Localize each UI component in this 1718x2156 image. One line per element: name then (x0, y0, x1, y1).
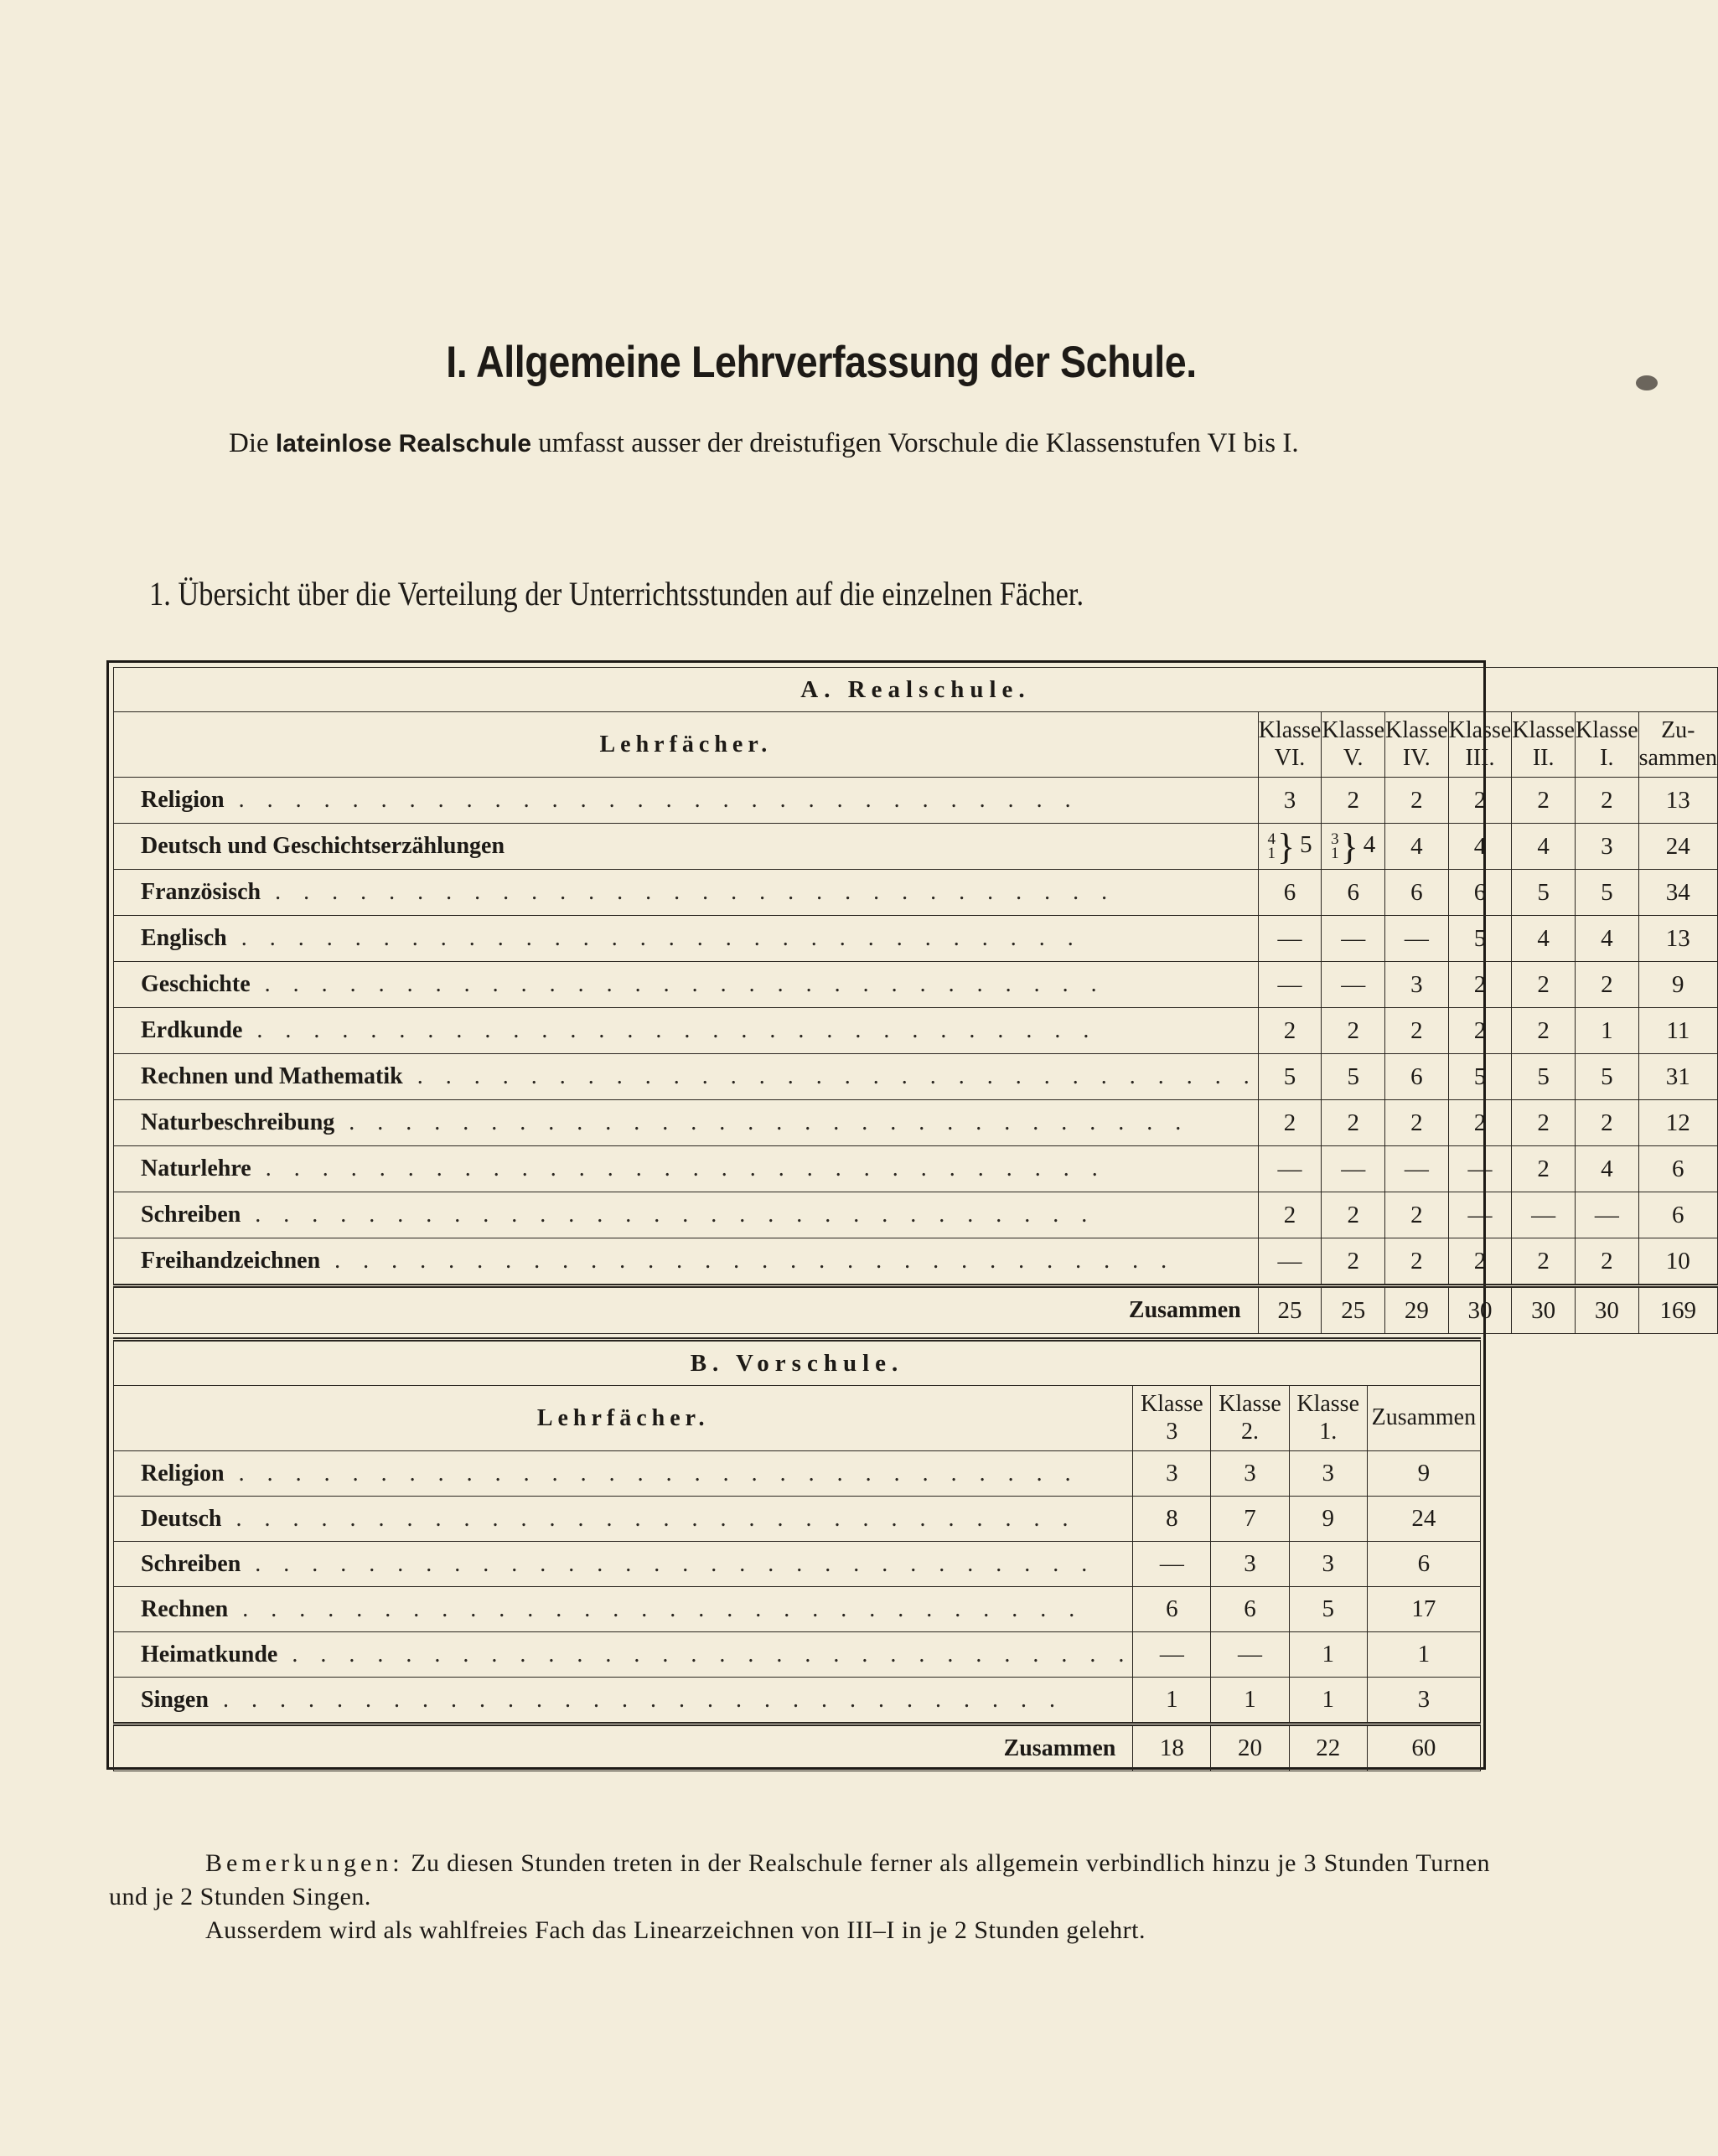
table-a-total-label: Zusammen (114, 1286, 1259, 1334)
table-a-value: 11 (1638, 1008, 1717, 1054)
table-b-subject: Deutsch (141, 1505, 222, 1532)
table-a-value: 2 (1448, 1238, 1512, 1286)
table-b-value: 24 (1367, 1497, 1480, 1542)
leader-dots: . . . . . . . . . . . . . . . . . . . . . . . . . . . . . . (334, 1109, 1190, 1135)
table-a-subject-cell (114, 1100, 1259, 1146)
table-a-value: 2 (1448, 1100, 1512, 1146)
table-a-row (114, 1100, 1718, 1146)
table-b-value: — (1211, 1632, 1289, 1678)
table-a-value: 13 (1638, 778, 1717, 824)
table-a-subject-cell (114, 824, 1259, 870)
table-b-col-header: Zusammen (1367, 1386, 1480, 1451)
table-b-value: 1 (1211, 1678, 1289, 1724)
table-b-total: 18 (1133, 1724, 1211, 1771)
table-realschule (113, 667, 1718, 1334)
table-a-value: 34 (1638, 870, 1717, 916)
table-b-row (114, 1678, 1481, 1724)
brace-top: 3 (1331, 830, 1339, 848)
table-a-value: 13 (1638, 916, 1717, 962)
table-a-heading: A. Realschule. (114, 668, 1718, 712)
table-a-subject-cell (114, 916, 1259, 962)
table-a-total: 30 (1512, 1286, 1576, 1334)
table-a-col-header: Klasse II. (1512, 712, 1576, 778)
table-b-value: 6 (1211, 1587, 1289, 1632)
table-a-row (114, 1146, 1718, 1192)
table-b-row (114, 1451, 1481, 1497)
brace-bottom: 1 (1331, 845, 1339, 862)
table-a-subject-cell (114, 1192, 1259, 1238)
table-a-value: 4 (1385, 824, 1449, 870)
table-b-subject: Rechnen (141, 1595, 229, 1622)
table-b-row (114, 1587, 1481, 1632)
table-b-subject-cell (114, 1497, 1133, 1542)
table-a-value: — (1258, 1238, 1322, 1286)
table-a-value: 2 (1448, 778, 1512, 824)
table-a-value: — (1385, 1146, 1449, 1192)
table-a-row (114, 916, 1718, 962)
brace-icon: } (1276, 825, 1296, 867)
table-a-value: 5 (1448, 916, 1512, 962)
table-a-value: 2 (1258, 1100, 1322, 1146)
table-a-total: 169 (1638, 1286, 1717, 1334)
table-a-total: 29 (1385, 1286, 1449, 1334)
table-a-col-header: Klasse VI. (1258, 712, 1322, 778)
table-a-value: 31 (1638, 1054, 1717, 1100)
leader-dots: . . . . . . . . . . . . . . . . . . . . . . . . . . . . . . (251, 1156, 1106, 1181)
table-b-subject: Singen (141, 1686, 209, 1713)
table-b-value: 3 (1133, 1451, 1211, 1497)
paper-speck (1636, 375, 1658, 390)
table-a-value: 2 (1512, 1238, 1576, 1286)
leader-dots: . . . . . . . . . . . . . . . . . . . . . . . . . . . . . . (221, 1505, 1077, 1532)
leader-dots: . . . . . . . . . . . . . . . . . . . . . . . . . . . . . . (261, 879, 1116, 905)
table-a-subject: Naturbeschreibung (141, 1109, 335, 1135)
table-a-row (114, 1054, 1718, 1100)
table-a-value: — (1448, 1192, 1512, 1238)
table-a-value: 5 (1448, 1054, 1512, 1100)
table-b-value: 3 (1211, 1451, 1289, 1497)
table-b-total-label: Zusammen (114, 1724, 1133, 1771)
table-a-value: — (1322, 962, 1385, 1008)
table-b-total: 22 (1289, 1724, 1367, 1771)
table-b-value: 1 (1289, 1632, 1367, 1678)
table-a-row (114, 870, 1718, 916)
intro-bold: lateinlose Realschule (275, 430, 532, 458)
table-a-subject-header: Lehrfächer. (114, 712, 1259, 778)
table-a-value: 3 (1258, 778, 1322, 824)
table-a-value: — (1448, 1146, 1512, 1192)
table-b-subject: Heimatkunde (141, 1641, 278, 1667)
table-a-value: 6 (1448, 870, 1512, 916)
table-a-subject: Französisch (141, 879, 261, 905)
table-a-value: 6 (1638, 1192, 1717, 1238)
remarks-label: Bemerkungen: (205, 1849, 404, 1877)
table-b-col-header: Klasse 3 (1133, 1386, 1211, 1451)
table-a-value: 2 (1322, 1008, 1385, 1054)
table-a-value: 2 (1575, 778, 1638, 824)
table-a-value: 10 (1638, 1238, 1717, 1286)
table-a-value: 2 (1575, 962, 1638, 1008)
brace-top: 4 (1267, 830, 1276, 848)
table-a-row (114, 1192, 1718, 1238)
table-a-value: — (1512, 1192, 1576, 1238)
remarks-line-1: Bemerkungen: Zu diesen Stunden treten in der Realschule ferner als allgemein verbindlich hinzu je 3 Stunden Turnen und je 2 Stunden Singen. (109, 1849, 1491, 1910)
table-a-subject-cell (114, 778, 1259, 824)
brace-sum: 4 (1363, 830, 1376, 858)
table-a-value: 6 (1322, 870, 1385, 916)
table-a-value: 2 (1322, 1100, 1385, 1146)
table-b-subject: Religion (141, 1460, 225, 1486)
table-a-subject: Religion (141, 787, 225, 813)
leader-dots: . . . . . . . . . . . . . . . . . . . . . . . . . . . . . . (402, 1063, 1258, 1089)
brace-sum: 5 (1300, 830, 1312, 858)
table-b-value: 5 (1289, 1587, 1367, 1632)
table-a-value: 2 (1385, 1192, 1449, 1238)
leader-dots: . . . . . . . . . . . . . . . . . . . . . . . . . . . . . . (224, 787, 1079, 813)
table-b-subject: Schreiben (141, 1550, 241, 1577)
table-b-value: 3 (1367, 1678, 1480, 1724)
table-b-value: 17 (1367, 1587, 1480, 1632)
table-a-value: 2 (1512, 962, 1576, 1008)
leader-dots: . . . . . . . . . . . . . . . . . . . . . . . . . . . . . . (250, 971, 1105, 997)
table-a-subject: Naturlehre (141, 1156, 251, 1181)
table-b-row (114, 1542, 1481, 1587)
table-b-subject-cell (114, 1587, 1133, 1632)
table-b-heading: B. Vorschule. (114, 1340, 1481, 1386)
table-b-subject-cell (114, 1678, 1133, 1724)
table-b-value: — (1133, 1542, 1211, 1587)
brace-icon: } (1340, 825, 1358, 867)
table-a-value: 1 (1575, 1008, 1638, 1054)
table-a-subject-cell (114, 1008, 1259, 1054)
table-b-total: 60 (1367, 1724, 1480, 1771)
table-a-total: 25 (1258, 1286, 1322, 1334)
table-a-value: 6 (1258, 870, 1322, 916)
table-a-row (114, 962, 1718, 1008)
table-a-subject-cell (114, 1054, 1259, 1100)
table-b-value: 3 (1289, 1542, 1367, 1587)
table-a-col-header: Klasse I. (1575, 712, 1638, 778)
table-a-value: 2 (1258, 1192, 1322, 1238)
table-a-total: 30 (1575, 1286, 1638, 1334)
table-a-value: — (1258, 962, 1322, 1008)
table-a-subject-cell (114, 1146, 1259, 1192)
table-a-value: 2 (1512, 1008, 1576, 1054)
table-a-value: 2 (1322, 1238, 1385, 1286)
table-a-subject: Freihandzeichnen (141, 1248, 321, 1274)
table-a-row (114, 1008, 1718, 1054)
table-b-value: 3 (1211, 1542, 1289, 1587)
leader-dots: . . . . . . . . . . . . . . . . . . . . . . . . . . . . . . (241, 1550, 1096, 1577)
table-a-value: 5 (1512, 870, 1576, 916)
table-a-value: 4 (1575, 916, 1638, 962)
table-a-value: 5 (1258, 1054, 1322, 1100)
table-a-value: 4 (1448, 824, 1512, 870)
table-a-row (114, 824, 1718, 870)
leader-dots: . . . . . . . . . . . . . . . . . . . . . . . . . . . . . . (228, 1595, 1084, 1622)
leader-dots: . . . . . . . . . . . . . . . . . . . . . . . . . . . . . . (241, 1202, 1096, 1228)
table-b-col-header: Klasse 2. (1211, 1386, 1289, 1451)
table-a-value: 5 (1575, 1054, 1638, 1100)
table-a-row (114, 1238, 1718, 1286)
table-a-value: 6 (1385, 870, 1449, 916)
table-a-subject-cell (114, 1238, 1259, 1286)
table-a-value: 2 (1512, 778, 1576, 824)
table-a-value: — (1385, 916, 1449, 962)
table-a-subject: Schreiben (141, 1202, 241, 1228)
leader-dots: . . . . . . . . . . . . . . . . . . . . . . . . . . . . . . (320, 1248, 1176, 1274)
table-a-value: 5 (1322, 1054, 1385, 1100)
table-a-value: 2 (1385, 778, 1449, 824)
table-b-value: 1 (1289, 1678, 1367, 1724)
table-b-value: 6 (1133, 1587, 1211, 1632)
table-b-value: 3 (1289, 1451, 1367, 1497)
table-a-col-header: Klasse IV. (1385, 712, 1449, 778)
table-a-brace-cell (1258, 824, 1322, 870)
table-a-value: 2 (1385, 1100, 1449, 1146)
table-a-value: 2 (1258, 1008, 1322, 1054)
table-b-value: 9 (1367, 1451, 1480, 1497)
table-a-value: 6 (1638, 1146, 1717, 1192)
table-a-value: 3 (1575, 824, 1638, 870)
table-a-subject: Erdkunde (141, 1017, 243, 1043)
table-a-value: 2 (1448, 1008, 1512, 1054)
table-a-value: — (1575, 1192, 1638, 1238)
remarks (109, 1847, 1490, 1947)
table-b-row (114, 1632, 1481, 1678)
table-b-subject-cell (114, 1451, 1133, 1497)
table-a-value: 2 (1322, 778, 1385, 824)
remarks-line-2: Ausserdem wird als wahlfreies Fach das Linearzeichnen von III–I in je 2 Stunden gelehrt. (205, 1916, 1146, 1944)
table-b-subject-cell (114, 1542, 1133, 1587)
table-a-value: 2 (1512, 1100, 1576, 1146)
table-a-subject: Deutsch und Geschichtserzählungen (141, 833, 505, 859)
table-a-value: — (1322, 916, 1385, 962)
table-b-total: 20 (1211, 1724, 1289, 1771)
table-a-value: 4 (1575, 1146, 1638, 1192)
table-b-value: 1 (1367, 1632, 1480, 1678)
table-a-value: — (1258, 1146, 1322, 1192)
table-a-total: 30 (1448, 1286, 1512, 1334)
section-title: 1. Übersicht über die Verteilung der Unterrichtsstunden auf die einzelnen Fächer. (149, 575, 1084, 613)
table-a-value: 2 (1322, 1192, 1385, 1238)
table-b-value: — (1133, 1632, 1211, 1678)
table-b-value: 8 (1133, 1497, 1211, 1542)
leader-dots: . . . . . . . . . . . . . . . . . . . . . . . . . . . . . . (242, 1017, 1098, 1043)
table-a-subject-cell (114, 870, 1259, 916)
table-b-subject-header: Lehrfächer. (114, 1386, 1133, 1451)
table-b-col-header: Klasse 1. (1289, 1386, 1367, 1451)
table-a-value: 3 (1385, 962, 1449, 1008)
table-b-value: 1 (1133, 1678, 1211, 1724)
table-b-subject-cell (114, 1632, 1133, 1678)
table-a-value: — (1322, 1146, 1385, 1192)
table-a-value: 2 (1512, 1146, 1576, 1192)
leader-dots: . . . . . . . . . . . . . . . . . . . . . . . . . . . . . . (277, 1641, 1133, 1667)
table-a-value: 2 (1575, 1238, 1638, 1286)
table-b-value: 6 (1367, 1542, 1480, 1587)
leader-dots: . . . . . . . . . . . . . . . . . . . . . . . . . . . . . . (226, 925, 1082, 951)
table-a-value: 5 (1512, 1054, 1576, 1100)
table-a-row (114, 778, 1718, 824)
table-a-brace-cell (1322, 824, 1385, 870)
leader-dots: . . . . . . . . . . . . . . . . . . . . . . . . . . . . . . (224, 1460, 1079, 1486)
table-a-total: 25 (1322, 1286, 1385, 1334)
table-b-row (114, 1497, 1481, 1542)
table-b-value: 9 (1289, 1497, 1367, 1542)
table-a-value: — (1258, 916, 1322, 962)
table-a-value: 6 (1385, 1054, 1449, 1100)
intro-paragraph (109, 423, 1490, 465)
table-a-value: 12 (1638, 1100, 1717, 1146)
page-title: I. Allgemeine Lehrverfassung der Schule. (446, 338, 1197, 387)
leader-dots: . . . . . . . . . . . . . . . . . . . . . . . . . . . . . . (208, 1686, 1063, 1713)
table-a-subject: Englisch (141, 925, 227, 951)
table-a-value: 2 (1385, 1008, 1449, 1054)
table-vorschule (113, 1337, 1481, 1771)
table-a-value: 4 (1512, 916, 1576, 962)
table-b-value: 7 (1211, 1497, 1289, 1542)
intro-before: Die (229, 428, 269, 458)
table-a-value: 2 (1385, 1238, 1449, 1286)
table-a-subject: Geschichte (141, 971, 251, 997)
table-a-col-header: Zu- sammen (1638, 712, 1717, 778)
table-a-value: 24 (1638, 824, 1717, 870)
table-a-value: 2 (1448, 962, 1512, 1008)
brace-bottom: 1 (1267, 845, 1276, 862)
table-a-subject: Rechnen und Mathematik (141, 1063, 403, 1089)
table-a-value: 5 (1575, 870, 1638, 916)
table-a-value: 9 (1638, 962, 1717, 1008)
table-a-subject-cell (114, 962, 1259, 1008)
table-a-col-header: Klasse III. (1448, 712, 1512, 778)
table-a-value: 2 (1575, 1100, 1638, 1146)
table-a-value: 4 (1512, 824, 1576, 870)
table-a-col-header: Klasse V. (1322, 712, 1385, 778)
intro-after: umfasst ausser der dreistufigen Vorschule die Klassenstufen VI bis I. (538, 428, 1299, 458)
